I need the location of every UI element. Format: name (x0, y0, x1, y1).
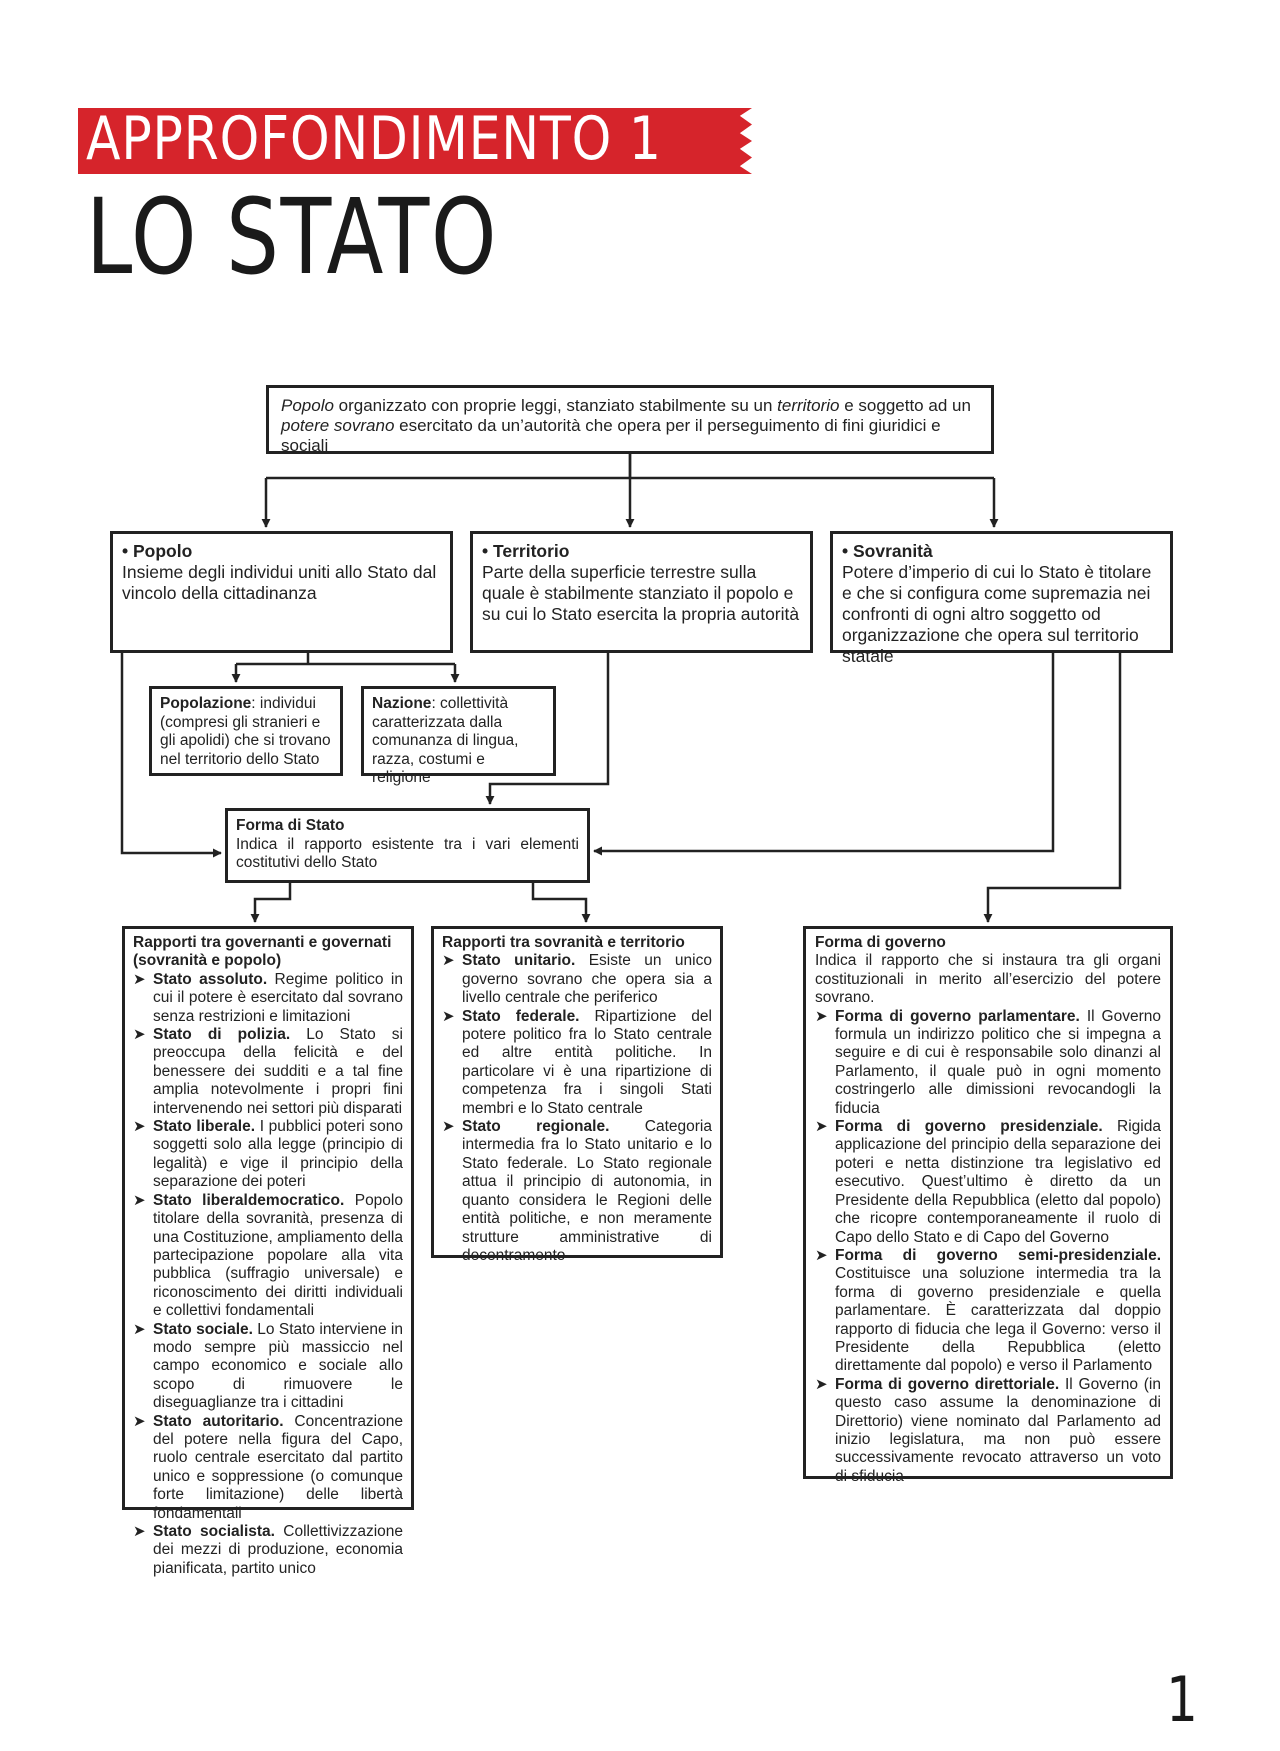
definition-box (266, 385, 994, 454)
list-item (133, 1321, 403, 1413)
item-desc: Esiste un unico governo sovrano che opera sia a livello centrale che periferico (462, 952, 712, 1007)
arrow-icon: ➤ (442, 1007, 455, 1025)
arrow-icon: ➤ (133, 1320, 146, 1338)
item-term: Forma di governo direttoriale. (835, 1375, 1060, 1393)
sovranita-box (830, 531, 1173, 666)
connector-to-territorio-rapporti (533, 883, 586, 922)
list-item (442, 1008, 712, 1118)
page-title: LO STATO (86, 176, 499, 298)
item-term: Stato socialista. (153, 1523, 275, 1540)
list-item (815, 1118, 1161, 1247)
item-term: Forma di governo semi-presidenziale. (835, 1246, 1161, 1264)
popolazione-box (149, 686, 343, 776)
governati-title: Rapporti tra governanti e governati (sovranità e popolo) (133, 934, 392, 970)
connector-sovranita-to-governo (988, 653, 1120, 922)
list-item (442, 1118, 712, 1265)
page-number: 1 (1166, 1663, 1198, 1736)
list-item (133, 1192, 403, 1321)
forma-stato-title: Forma di Stato (236, 817, 345, 834)
connector-sovranita-to-forma-stato (594, 653, 1053, 851)
item-term: Stato autoritario. (153, 1412, 284, 1430)
item-term: Forma di governo parlamentare. (835, 1007, 1080, 1025)
governati-box (122, 926, 414, 1577)
item-desc: Rigida applicazione del principio della separazione dei poteri e netta distinzione tra legislativo ed esecutivo. Quest’ultimo è diretto da un Presidente della Repubblica (eletto dal popolo) che ricopre contemporaneamente il ruolo di Capo dello Stato e di Capo del Governo (835, 1118, 1161, 1246)
banner-label: APPROFONDIMENTO 1 (86, 104, 662, 174)
governo-box (803, 926, 1173, 1485)
nazione-title: Nazione (372, 695, 432, 712)
list-item (133, 1523, 403, 1578)
arrow-icon: ➤ (442, 1118, 455, 1136)
arrow-icon: ➤ (133, 1523, 146, 1540)
definition-potere: potere sovrano (281, 416, 395, 435)
definition-text-2: e soggetto ad un (839, 396, 971, 415)
territorio-box (470, 531, 813, 653)
sovranita-text: Potere d’imperio di cui lo Stato è titolare e che si configura come supremazia nei confronti di ogni altro soggetto od organizzazione che opera sul territorio statale (842, 562, 1152, 666)
arrow-icon: ➤ (442, 952, 455, 970)
territorio-rapporti-title: Rapporti tra sovranità e territorio (442, 934, 685, 951)
arrow-icon: ➤ (815, 1246, 828, 1264)
list-item (133, 971, 403, 1026)
popolo-box (110, 531, 453, 653)
popolazione-title: Popolazione (160, 695, 252, 712)
definition-text-3: esercitato da un’autorità che opera per il perseguimento di fini giuridici e sociali (281, 416, 941, 455)
forma-stato-box (225, 808, 590, 883)
sovranita-title: • Sovranità (842, 541, 933, 561)
arrow-icon: ➤ (133, 1118, 146, 1136)
item-desc: Il Governo formula un indirizzo politico che si impegna a seguire e di cui è responsabile solo dinanzi al Parlamento, il quale può in ogni momento costringerlo alle dimissioni revocandogli la fiducia (835, 1007, 1161, 1117)
list-item (133, 1026, 403, 1118)
territorio-text: Parte della superficie terrestre sulla quale è stabilmente stanziato il popolo e su cui lo Stato esercita la propria autorità (482, 562, 800, 624)
arrow-icon: ➤ (815, 1118, 828, 1136)
governo-title: Forma di governo (815, 934, 946, 951)
arrow-icon: ➤ (815, 1375, 828, 1393)
nazione-box (361, 686, 556, 786)
item-term: Stato assoluto. (153, 970, 268, 988)
arrow-icon: ➤ (133, 1191, 146, 1209)
item-term: Stato liberale. (153, 1118, 256, 1136)
item-desc: Costituisce una soluzione intermedia tra la forma di governo presidenziale e quella parlamentare. È caratterizzata dal doppio rapporto di fiducia che lega il Governo: verso il Presidente della Repubblica (eletto direttamente dal popolo) e verso il Parlamento (835, 1265, 1161, 1375)
item-term: Stato di polizia. (153, 1026, 291, 1044)
territorio-rapporti-box (431, 926, 723, 1264)
item-desc: Lo Stato interviene in modo sempre più massiccio nel campo economico e sociale allo scopo di rimuovere le diseguaglianze tra i cittadini (153, 1320, 403, 1412)
list-item (133, 1118, 403, 1192)
forma-stato-text: Indica il rapporto esistente tra i vari elementi costitutivi dello Stato (236, 835, 579, 871)
connector-to-governati (255, 883, 290, 922)
governo-intro: Indica il rapporto che si instaura tra gli organi costituzionali in merito all’esercizio del potere sovrano. (815, 952, 1161, 1007)
item-term: Stato unitario. (462, 952, 576, 970)
list-item (442, 952, 712, 1007)
popolo-title: • Popolo (122, 541, 193, 561)
arrow-icon: ➤ (133, 1026, 146, 1044)
definition-text-1: organizzato con proprie leggi, stanziato stabilmente su un (333, 396, 778, 415)
item-desc: Categoria intermedia fra lo Stato unitario e lo Stato federale. Lo Stato regionale attua il principio di autonomia, in quanto considera le Regioni delle entità politiche, e non meramente strutture amministrative di decentramento (462, 1118, 712, 1264)
item-desc: Regime politico in cui il potere è esercitato dal sovrano senza restrizioni e limitazioni (153, 970, 403, 1025)
item-desc: Popolo titolare della sovranità, presenza di una Costituzione, ampliamento della partecipazione popolare alla vita pubblica (suffragio universale) e riconoscimento dei diritti individuali e collettivi fondamentali (153, 1191, 403, 1320)
list-item (815, 1008, 1161, 1118)
list-item (133, 1413, 403, 1523)
popolo-text: Insieme degli individui uniti allo Stato dal vincolo della cittadinanza (122, 562, 437, 603)
item-term: Stato liberaldemocratico. (153, 1191, 345, 1209)
item-desc: Ripartizione del potere politico fra lo Stato centrale ed altre entità politiche. In particolare vi è una ripartizione di competenza fra i singoli Stati membri e lo Stato centrale (462, 1007, 712, 1117)
arrow-icon: ➤ (815, 1007, 828, 1025)
definition-popolo: Popolo (281, 396, 334, 415)
item-desc: Collettivizzazione dei mezzi di produzione, economia pianificata, partito unico (153, 1523, 403, 1577)
item-term: Stato sociale. (153, 1320, 253, 1338)
arrow-icon: ➤ (133, 970, 146, 988)
nazione-text: : collettività caratterizzata dalla comunanza di lingua, razza, costumi e religione (372, 695, 519, 786)
item-term: Forma di governo presidenziale. (835, 1118, 1103, 1136)
territorio-title: • Territorio (482, 541, 570, 561)
definition-territorio: territorio (777, 396, 840, 415)
list-item (815, 1376, 1161, 1486)
item-desc: Lo Stato si preoccupa della felicità e del benessere dei sudditi e a tal fine amplia notevolmente i propri fini intervenendo nei settori più disparati (153, 1026, 404, 1117)
list-item (815, 1247, 1161, 1376)
popolazione-text: : individui (compresi gli stranieri e gli apolidi) che si trovano nel territorio dello Stato (160, 695, 331, 768)
arrow-icon: ➤ (133, 1412, 146, 1430)
item-term: Stato regionale. (462, 1118, 610, 1136)
item-desc: Concentrazione del potere nella figura del Capo, ruolo centrale esercitato dal partito unico e soppressione (o comunque forte limitazione) delle libertà fondamentali (153, 1412, 403, 1522)
item-desc: Il Governo (in questo caso assume la denominazione di Direttorio) viene nominato dal Parlamento ad inizio legislatura, ma non può essere successivamente revocato attraverso un voto di sfiducia (835, 1375, 1161, 1485)
item-desc: I pubblici poteri sono soggetti solo alla legge (principio di legalità) e vige il principio della separazione dei poteri (153, 1118, 403, 1191)
item-term: Stato federale. (462, 1007, 580, 1025)
